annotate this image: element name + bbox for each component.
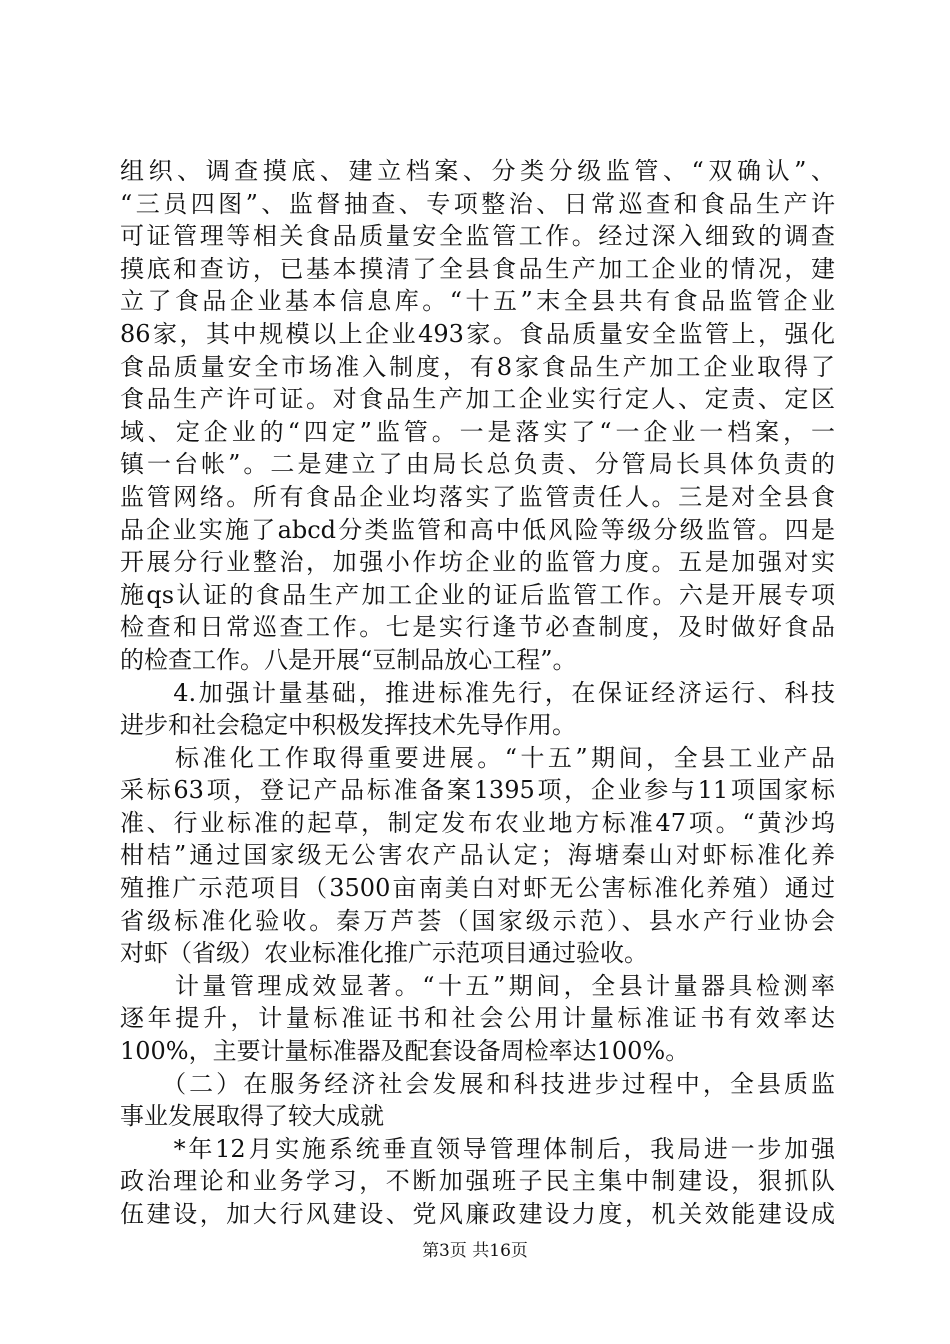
text-line: 镇一台帐”。二是建立了由局长总负责、分管局长具体负责的 [120,450,835,479]
text-line: 采标63项，登记产品标准备案1395项，企业参与11项国家标 [120,776,835,805]
text-line: 事业发展取得了较大成就 [120,1102,384,1131]
text-line: 摸底和查访，已基本摸清了全县食品生产加工企业的情况，建 [120,254,835,283]
text-line: 食品质量安全市场准入制度，有8家食品生产加工企业取得了 [120,352,835,381]
text-line: “三员四图”、监督抽查、专项整治、日常巡查和食品生产许 [120,189,835,218]
text-line: 施qs认证的食品生产加工企业的证后监管工作。六是开展专项 [120,580,835,609]
text-line: 开展分行业整治，加强小作坊企业的监管力度。五是加强对实 [120,548,835,577]
text-line: 检查和日常巡查工作。七是实行逢节必查制度，及时做好食品 [120,613,835,642]
text-line: 食品生产许可证。对食品生产加工企业实行定人、定责、定区 [120,385,835,414]
text-line: 准、行业标准的起草，制定发布农业地方标准47项。“黄沙坞 [120,808,835,837]
text-line: 可证管理等相关食品质量安全监管工作。经过深入细致的调查 [120,222,835,251]
text-line: 品企业实施了abcd分类监管和高中低风险等级分级监管。四是 [120,515,835,544]
text-line: 标准化工作取得重要进展。“十五”期间，全县工业产品 [120,743,835,772]
text-line: *年12月实施系统垂直领导管理体制后，我局进一步加强 [120,1134,835,1163]
text-line: 监管网络。所有食品企业均落实了监管责任人。三是对全县食 [120,482,835,511]
text-line: 计量管理成效显著。“十五”期间，全县计量器具检测率 [120,971,835,1000]
text-line: 4.加强计量基础，推进标准先行，在保证经济运行、科技 [120,678,835,707]
body-text [120,155,835,1231]
text-line: 组织、调查摸底、建立档案、分类分级监管、“双确认”、 [120,157,835,185]
text-line: 域、定企业的“四定”监管。一是落实了“一企业一档案，一 [120,417,835,446]
text-line: 殖推广示范项目（3500亩南美白对虾无公害标准化养殖）通过 [120,874,835,903]
text-line: 伍建设，加大行风建设、党风廉政建设力度，机关效能建设成 [120,1200,835,1228]
page-footer: 第3页 共16页 [422,1241,528,1261]
text-line: 100%，主要计量标准器及配套设备周检率达100%。 [120,1037,690,1066]
text-line: 柑桔”通过国家级无公害农产品认定；海塘秦山对虾标准化养 [120,841,835,870]
text-line: 对虾（省级）农业标准化推广示范项目通过验收。 [120,939,648,968]
text-line: 逐年提升，计量标准证书和社会公用计量标准证书有效率达 [120,1004,835,1033]
text-line: 省级标准化验收。秦万芦荟（国家级示范）、县水产行业协会 [120,906,835,935]
text-line: 政治理论和业务学习，不断加强班子民主集中制建设，狠抓队 [120,1167,835,1196]
text-line: 的检查工作。八是开展“豆制品放心工程”。 [120,645,577,674]
text-line: 进步和社会稳定中积极发挥技术先导作用。 [120,711,576,740]
text-line: 立了食品企业基本信息库。“十五”末全县共有食品监管企业 [120,287,835,316]
text-line: 86家，其中规模以上企业493家。食品质量安全监管上，强化 [120,319,835,348]
text-line: （二）在服务经济社会发展和科技进步过程中，全县质监 [120,1069,835,1098]
